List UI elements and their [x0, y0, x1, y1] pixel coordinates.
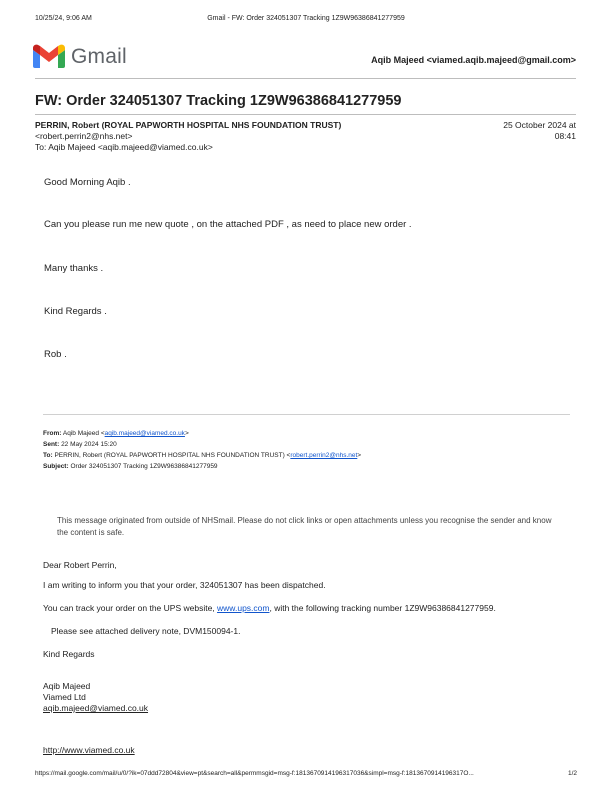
body-regards: Kind Regards .	[44, 306, 107, 317]
sender-email: <robert.perrin2@nhs.net>	[35, 131, 133, 141]
body-request: Can you please run me new quote , on the attached PDF , as need to place new order .	[44, 219, 412, 230]
print-url: https://mail.google.com/mail/u/0/?ik=07ddd72804&view=pt&search=all&permmsgid=msg-f:1813670914196317036&simpl=msg-f:1813670914196317O...	[35, 770, 474, 777]
gmail-wordmark: Gmail	[71, 45, 127, 68]
body-thanks: Many thanks .	[44, 263, 104, 274]
print-page-number: 1/2	[567, 770, 577, 777]
body-signoff: Rob .	[44, 349, 67, 360]
fwd-dispatch-line: I am writing to inform you that your order, 324051307 has been dispatched.	[43, 580, 326, 590]
fwd-to: To: PERRIN, Robert (ROYAL PAPWORTH HOSPITAL NHS FOUNDATION TRUST) <robert.perrin2@nhs.net>	[43, 452, 362, 459]
recipient-line: To: Aqib Majeed <aqib.majeed@viamed.co.uk>	[35, 142, 213, 152]
print-datetime: 10/25/24, 9:06 AM	[35, 15, 92, 22]
gmail-m-icon	[33, 44, 65, 68]
body-greeting: Good Morning Aqib .	[44, 177, 131, 188]
fwd-greeting: Dear Robert Perrin,	[43, 560, 117, 570]
subject-divider	[35, 114, 576, 115]
email-subject: FW: Order 324051307 Tracking 1Z9W96386841277959	[35, 93, 402, 109]
signature-company: Viamed Ltd	[43, 692, 86, 702]
fwd-delivery-note: Please see attached delivery note, DVM150094-1.	[51, 626, 241, 636]
fwd-to-email-link[interactable]: robert.perrin2@nhs.net	[290, 452, 358, 459]
date-line-2: 08:41	[554, 131, 576, 141]
fwd-from: From: Aqib Majeed <aqib.majeed@viamed.co.uk>	[43, 430, 189, 437]
message-date	[503, 120, 576, 142]
fwd-regards: Kind Regards	[43, 649, 95, 659]
print-title: Gmail - FW: Order 324051307 Tracking 1Z9W96386841277959	[207, 15, 405, 22]
gmail-logo[interactable]	[33, 44, 129, 70]
fwd-tracking-line: You can track your order on the UPS website, www.ups.com, with the following tracking number 1Z9W96386841277959.	[43, 603, 496, 613]
website-link[interactable]: http://www.viamed.co.uk	[43, 745, 135, 755]
account-label: Aqib Majeed <viamed.aqib.majeed@gmail.com>	[371, 55, 576, 65]
signature-email-link[interactable]: aqib.majeed@viamed.co.uk	[43, 703, 149, 713]
sender-name: PERRIN, Robert (ROYAL PAPWORTH HOSPITAL NHS FOUNDATION TRUST)	[35, 120, 342, 130]
header-divider	[35, 78, 576, 79]
external-warning: This message originated from outside of NHSmail. Please do not click links or open attachments unless you recognise the sender and know the content is safe.	[57, 516, 552, 537]
quote-divider	[43, 414, 570, 415]
fwd-subject: Subject: Order 324051307 Tracking 1Z9W96386841277959	[43, 463, 218, 470]
date-line-1: 25 October 2024 at	[503, 120, 576, 130]
fwd-from-email-link[interactable]: aqib.majeed@viamed.co.uk	[104, 430, 185, 437]
ups-link[interactable]: www.ups.com	[217, 603, 270, 613]
fwd-sent: Sent: 22 May 2024 15:20	[43, 441, 117, 448]
signature-name: Aqib Majeed	[43, 681, 91, 691]
